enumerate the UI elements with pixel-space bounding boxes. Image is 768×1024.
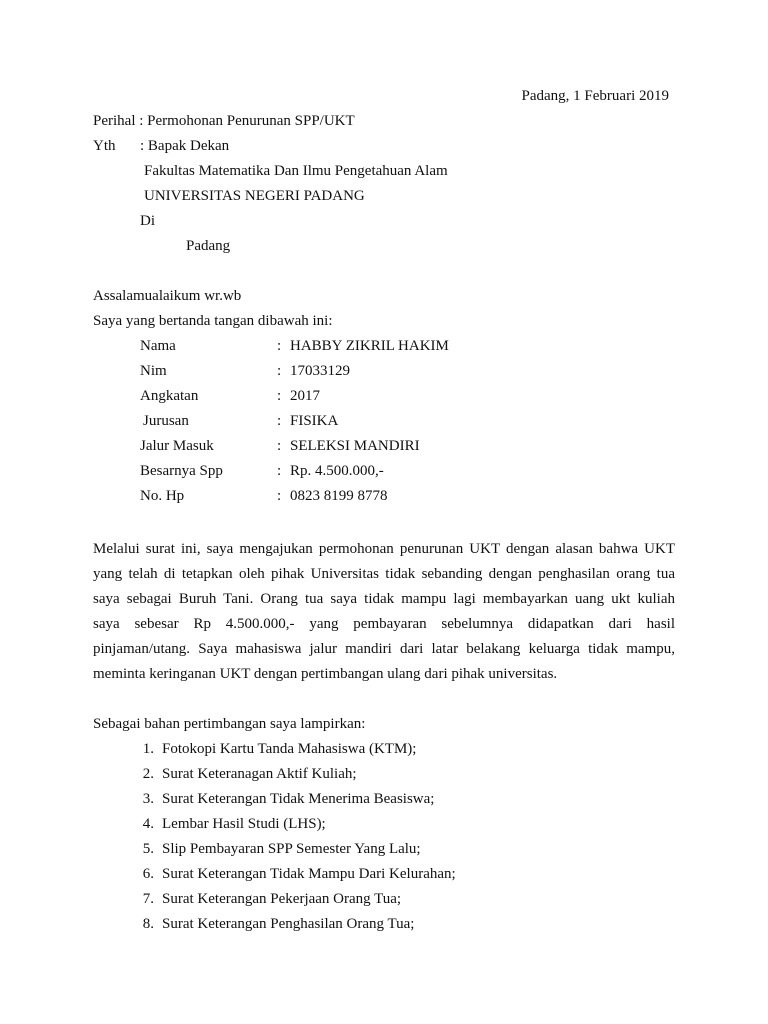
list-text: Fotokopi Kartu Tanda Mahasiswa (KTM);: [162, 741, 417, 757]
identity-label: Nama: [140, 338, 176, 354]
greeting: Assalamualaikum wr.wb: [93, 288, 242, 304]
identity-colon: :: [277, 463, 282, 479]
recipient-name: : Bapak Dekan: [140, 138, 230, 154]
letter-date: Padang, 1 Februari 2019: [521, 88, 669, 104]
list-text: Surat Keterangan Tidak Mampu Dari Kelurahan;: [162, 866, 456, 882]
identity-label: Jurusan: [143, 413, 189, 429]
identity-colon: :: [277, 363, 282, 379]
identity-value: Rp. 4.500.000,-: [290, 463, 384, 479]
identity-value: 17033129: [290, 363, 350, 379]
identity-colon: :: [277, 438, 282, 454]
identity-colon: :: [277, 338, 282, 354]
identity-value: HABBY ZIKRIL HAKIM: [290, 338, 449, 354]
list-number: 8.: [142, 916, 154, 932]
body-line: yang telah di tetapkan oleh pihak Universitas tidak sebanding dengan penghasilan orang tua: [93, 566, 675, 582]
identity-label: Jalur Masuk: [140, 438, 214, 454]
letter-subject: Perihal : Permohonan Penurunan SPP/UKT: [93, 113, 355, 129]
identity-value: 2017: [290, 388, 320, 404]
body-line: pinjaman/utang. Saya mahasiswa jalur mandiri dari latar belakang keluarga tidak mampu,: [93, 641, 675, 657]
list-number: 7.: [142, 891, 154, 907]
body-line: Melalui surat ini, saya mengajukan permohonan penurunan UKT dengan alasan bahwa UKT: [93, 541, 675, 557]
list-text: Surat Keterangan Penghasilan Orang Tua;: [162, 916, 415, 932]
identity-label: Besarnya Spp: [140, 463, 223, 479]
identity-colon: :: [277, 413, 282, 429]
list-text: Surat Keteranagan Aktif Kuliah;: [162, 766, 357, 782]
list-number: 4.: [142, 816, 154, 832]
identity-value: 0823 8199 8778: [290, 488, 388, 504]
list-number: 6.: [142, 866, 154, 882]
recipient-faculty: Fakultas Matematika Dan Ilmu Pengetahuan Alam: [144, 163, 448, 179]
list-number: 3.: [142, 791, 154, 807]
list-number: 2.: [142, 766, 154, 782]
identity-label: Angkatan: [140, 388, 199, 404]
identity-colon: :: [277, 488, 282, 504]
list-text: Surat Keterangan Pekerjaan Orang Tua;: [162, 891, 402, 907]
recipient-university: UNIVERSITAS NEGERI PADANG: [144, 188, 365, 204]
list-text: Slip Pembayaran SPP Semester Yang Lalu;: [162, 841, 421, 857]
identity-label: Nim: [140, 363, 167, 379]
attachments-intro: Sebagai bahan pertimbangan saya lampirkan:: [93, 716, 366, 732]
list-text: Lembar Hasil Studi (LHS);: [162, 816, 326, 832]
recipient-label: Yth: [93, 138, 116, 154]
body-line: saya sebagai Buruh Tani. Orang tua saya tidak mampu lagi membayarkan uang ukt kuliah: [93, 591, 675, 607]
list-text: Surat Keterangan Tidak Menerima Beasiswa;: [162, 791, 435, 807]
identity-value: SELEKSI MANDIRI: [290, 438, 420, 454]
identity-label: No. Hp: [140, 488, 185, 504]
list-number: 5.: [142, 841, 154, 857]
recipient-di: Di: [140, 213, 155, 229]
body-line: meminta keringanan UKT dengan pertimbangan ulang dari pihak universitas.: [93, 666, 558, 682]
list-number: 1.: [142, 741, 154, 757]
body-line: saya sebesar Rp 4.500.000,- yang pembayaran sebelumnya didapatkan dari hasil: [93, 616, 675, 632]
intro-line: Saya yang bertanda tangan dibawah ini:: [93, 313, 333, 329]
recipient-city: Padang: [186, 238, 231, 254]
identity-value: FISIKA: [290, 413, 339, 429]
identity-colon: :: [277, 388, 282, 404]
